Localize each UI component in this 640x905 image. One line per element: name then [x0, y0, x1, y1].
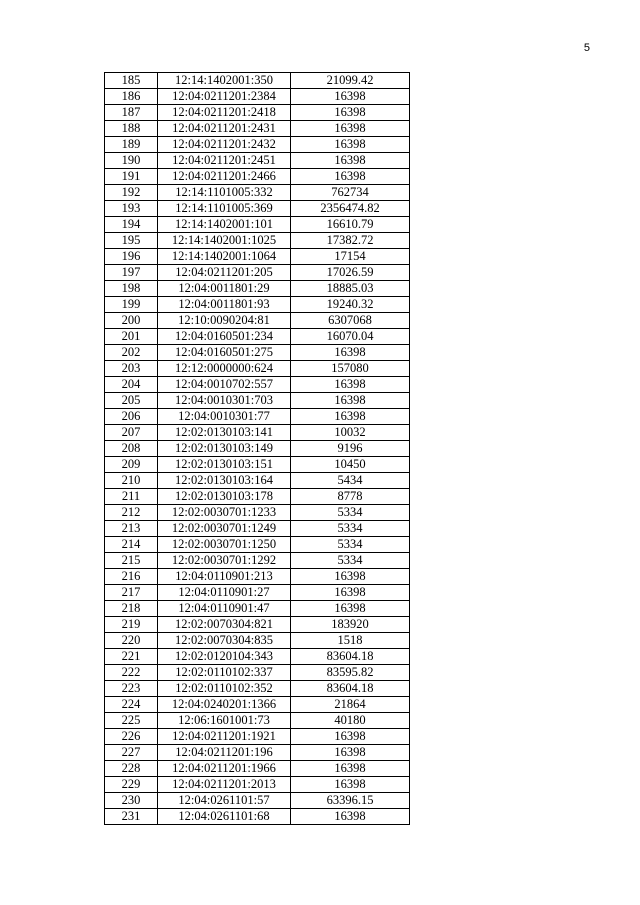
row-number-cell: 225 — [105, 713, 158, 729]
row-number-cell: 195 — [105, 233, 158, 249]
value-cell: 83595.82 — [291, 665, 410, 681]
cadastral-number-cell: 12:14:1402001:1064 — [158, 249, 291, 265]
row-number-cell: 211 — [105, 489, 158, 505]
table-row — [105, 441, 410, 457]
row-number-cell: 196 — [105, 249, 158, 265]
table-row — [105, 489, 410, 505]
value-cell: 18885.03 — [291, 281, 410, 297]
row-number-cell: 186 — [105, 89, 158, 105]
row-number-cell: 200 — [105, 313, 158, 329]
value-cell: 19240.32 — [291, 297, 410, 313]
value-cell: 16070.04 — [291, 329, 410, 345]
value-cell: 17026.59 — [291, 265, 410, 281]
value-cell: 2356474.82 — [291, 201, 410, 217]
row-number-cell: 230 — [105, 793, 158, 809]
row-number-cell: 188 — [105, 121, 158, 137]
value-cell: 16398 — [291, 121, 410, 137]
row-number-cell: 212 — [105, 505, 158, 521]
records-table — [104, 72, 410, 825]
row-number-cell: 208 — [105, 441, 158, 457]
cadastral-number-cell: 12:04:0010301:703 — [158, 393, 291, 409]
table-row — [105, 697, 410, 713]
table-row — [105, 281, 410, 297]
value-cell: 16398 — [291, 153, 410, 169]
page-number: 5 — [583, 42, 590, 54]
row-number-cell: 215 — [105, 553, 158, 569]
table-row — [105, 601, 410, 617]
value-cell: 183920 — [291, 617, 410, 633]
table-row — [105, 377, 410, 393]
cadastral-number-cell: 12:04:0211201:1921 — [158, 729, 291, 745]
table-row — [105, 665, 410, 681]
value-cell: 21864 — [291, 697, 410, 713]
row-number-cell: 205 — [105, 393, 158, 409]
row-number-cell: 220 — [105, 633, 158, 649]
table-row — [105, 537, 410, 553]
cadastral-number-cell: 12:02:0130103:149 — [158, 441, 291, 457]
cadastral-number-cell: 12:04:0011801:93 — [158, 297, 291, 313]
row-number-cell: 197 — [105, 265, 158, 281]
value-cell: 762734 — [291, 185, 410, 201]
table-row — [105, 249, 410, 265]
cadastral-number-cell: 12:04:0010702:557 — [158, 377, 291, 393]
cadastral-number-cell: 12:02:0130103:164 — [158, 473, 291, 489]
cadastral-number-cell: 12:04:0110901:27 — [158, 585, 291, 601]
value-cell: 21099.42 — [291, 73, 410, 89]
value-cell: 16398 — [291, 761, 410, 777]
cadastral-number-cell: 12:04:0211201:2431 — [158, 121, 291, 137]
table-row — [105, 393, 410, 409]
value-cell: 63396.15 — [291, 793, 410, 809]
table-row — [105, 409, 410, 425]
row-number-cell: 224 — [105, 697, 158, 713]
cadastral-number-cell: 12:04:0261101:57 — [158, 793, 291, 809]
table-row — [105, 425, 410, 441]
row-number-cell: 189 — [105, 137, 158, 153]
cadastral-number-cell: 12:02:0130103:151 — [158, 457, 291, 473]
cadastral-number-cell: 12:02:0070304:835 — [158, 633, 291, 649]
value-cell: 5434 — [291, 473, 410, 489]
cadastral-number-cell: 12:04:0211201:1966 — [158, 761, 291, 777]
records-table-body — [105, 73, 410, 825]
row-number-cell: 223 — [105, 681, 158, 697]
row-number-cell: 231 — [105, 809, 158, 825]
row-number-cell: 193 — [105, 201, 158, 217]
row-number-cell: 222 — [105, 665, 158, 681]
table-row — [105, 457, 410, 473]
table-row — [105, 809, 410, 825]
value-cell: 16398 — [291, 745, 410, 761]
cadastral-number-cell: 12:02:0030701:1249 — [158, 521, 291, 537]
table-row — [105, 201, 410, 217]
row-number-cell: 192 — [105, 185, 158, 201]
table-row — [105, 745, 410, 761]
value-cell: 6307068 — [291, 313, 410, 329]
row-number-cell: 210 — [105, 473, 158, 489]
cadastral-number-cell: 12:02:0130103:141 — [158, 425, 291, 441]
row-number-cell: 203 — [105, 361, 158, 377]
row-number-cell: 201 — [105, 329, 158, 345]
table-row — [105, 473, 410, 489]
cadastral-number-cell: 12:04:0211201:2384 — [158, 89, 291, 105]
value-cell: 10450 — [291, 457, 410, 473]
cadastral-number-cell: 12:12:0000000:624 — [158, 361, 291, 377]
table-row — [105, 681, 410, 697]
cadastral-number-cell: 12:14:1101005:369 — [158, 201, 291, 217]
value-cell: 16398 — [291, 393, 410, 409]
table-row — [105, 617, 410, 633]
row-number-cell: 185 — [105, 73, 158, 89]
value-cell: 8778 — [291, 489, 410, 505]
row-number-cell: 213 — [105, 521, 158, 537]
value-cell: 5334 — [291, 537, 410, 553]
value-cell: 16398 — [291, 89, 410, 105]
cadastral-number-cell: 12:04:0211201:205 — [158, 265, 291, 281]
value-cell: 16398 — [291, 169, 410, 185]
row-number-cell: 191 — [105, 169, 158, 185]
value-cell: 16398 — [291, 569, 410, 585]
value-cell: 16398 — [291, 729, 410, 745]
table-row — [105, 793, 410, 809]
value-cell: 5334 — [291, 505, 410, 521]
cadastral-number-cell: 12:02:0030701:1292 — [158, 553, 291, 569]
row-number-cell: 227 — [105, 745, 158, 761]
cadastral-number-cell: 12:04:0211201:196 — [158, 745, 291, 761]
table-row — [105, 777, 410, 793]
table-row — [105, 713, 410, 729]
row-number-cell: 214 — [105, 537, 158, 553]
cadastral-number-cell: 12:14:1101005:332 — [158, 185, 291, 201]
table-row — [105, 521, 410, 537]
table-row — [105, 105, 410, 121]
row-number-cell: 194 — [105, 217, 158, 233]
value-cell: 16398 — [291, 345, 410, 361]
table-row — [105, 169, 410, 185]
cadastral-number-cell: 12:02:0110102:337 — [158, 665, 291, 681]
row-number-cell: 202 — [105, 345, 158, 361]
table-row — [105, 585, 410, 601]
cadastral-number-cell: 12:02:0030701:1233 — [158, 505, 291, 521]
table-row — [105, 361, 410, 377]
cadastral-number-cell: 12:02:0130103:178 — [158, 489, 291, 505]
value-cell: 10032 — [291, 425, 410, 441]
value-cell: 9196 — [291, 441, 410, 457]
table-row — [105, 633, 410, 649]
cadastral-number-cell: 12:04:0240201:1366 — [158, 697, 291, 713]
row-number-cell: 190 — [105, 153, 158, 169]
table-row — [105, 345, 410, 361]
value-cell: 16398 — [291, 137, 410, 153]
table-row — [105, 121, 410, 137]
cadastral-number-cell: 12:04:0211201:2432 — [158, 137, 291, 153]
cadastral-number-cell: 12:04:0211201:2451 — [158, 153, 291, 169]
table-row — [105, 297, 410, 313]
value-cell: 16398 — [291, 409, 410, 425]
table-row — [105, 153, 410, 169]
table-row — [105, 649, 410, 665]
value-cell: 17382.72 — [291, 233, 410, 249]
value-cell: 16398 — [291, 601, 410, 617]
cadastral-number-cell: 12:02:0110102:352 — [158, 681, 291, 697]
row-number-cell: 217 — [105, 585, 158, 601]
value-cell: 40180 — [291, 713, 410, 729]
table-row — [105, 505, 410, 521]
row-number-cell: 209 — [105, 457, 158, 473]
cadastral-number-cell: 12:04:0110901:213 — [158, 569, 291, 585]
value-cell: 16398 — [291, 777, 410, 793]
table-row — [105, 569, 410, 585]
table-row — [105, 265, 410, 281]
table-row — [105, 329, 410, 345]
cadastral-number-cell: 12:04:0211201:2418 — [158, 105, 291, 121]
cadastral-number-cell: 12:14:1402001:101 — [158, 217, 291, 233]
row-number-cell: 229 — [105, 777, 158, 793]
table-row — [105, 729, 410, 745]
cadastral-number-cell: 12:04:0160501:275 — [158, 345, 291, 361]
cadastral-number-cell: 12:04:0011801:29 — [158, 281, 291, 297]
table-row — [105, 217, 410, 233]
row-number-cell: 204 — [105, 377, 158, 393]
row-number-cell: 198 — [105, 281, 158, 297]
cadastral-number-cell: 12:04:0160501:234 — [158, 329, 291, 345]
table-row — [105, 137, 410, 153]
row-number-cell: 206 — [105, 409, 158, 425]
row-number-cell: 226 — [105, 729, 158, 745]
cadastral-number-cell: 12:02:0030701:1250 — [158, 537, 291, 553]
value-cell: 1518 — [291, 633, 410, 649]
cadastral-number-cell: 12:02:0070304:821 — [158, 617, 291, 633]
value-cell: 17154 — [291, 249, 410, 265]
cadastral-number-cell: 12:04:0211201:2466 — [158, 169, 291, 185]
row-number-cell: 219 — [105, 617, 158, 633]
row-number-cell: 207 — [105, 425, 158, 441]
cadastral-number-cell: 12:14:1402001:1025 — [158, 233, 291, 249]
cadastral-number-cell: 12:04:0010301:77 — [158, 409, 291, 425]
table-row — [105, 233, 410, 249]
value-cell: 16398 — [291, 377, 410, 393]
cadastral-number-cell: 12:04:0110901:47 — [158, 601, 291, 617]
cadastral-number-cell: 12:10:0090204:81 — [158, 313, 291, 329]
value-cell: 5334 — [291, 521, 410, 537]
table-row — [105, 761, 410, 777]
value-cell: 16398 — [291, 809, 410, 825]
row-number-cell: 187 — [105, 105, 158, 121]
cadastral-number-cell: 12:04:0261101:68 — [158, 809, 291, 825]
cadastral-number-cell: 12:04:0211201:2013 — [158, 777, 291, 793]
value-cell: 16610.79 — [291, 217, 410, 233]
table-row — [105, 553, 410, 569]
value-cell: 5334 — [291, 553, 410, 569]
table-row — [105, 185, 410, 201]
row-number-cell: 221 — [105, 649, 158, 665]
row-number-cell: 216 — [105, 569, 158, 585]
table-row — [105, 313, 410, 329]
cadastral-number-cell: 12:06:1601001:73 — [158, 713, 291, 729]
row-number-cell: 199 — [105, 297, 158, 313]
table-row — [105, 73, 410, 89]
cadastral-number-cell: 12:02:0120104:343 — [158, 649, 291, 665]
table-row — [105, 89, 410, 105]
value-cell: 157080 — [291, 361, 410, 377]
value-cell: 83604.18 — [291, 681, 410, 697]
value-cell: 16398 — [291, 585, 410, 601]
cadastral-number-cell: 12:14:1402001:350 — [158, 73, 291, 89]
value-cell: 83604.18 — [291, 649, 410, 665]
row-number-cell: 218 — [105, 601, 158, 617]
value-cell: 16398 — [291, 105, 410, 121]
row-number-cell: 228 — [105, 761, 158, 777]
